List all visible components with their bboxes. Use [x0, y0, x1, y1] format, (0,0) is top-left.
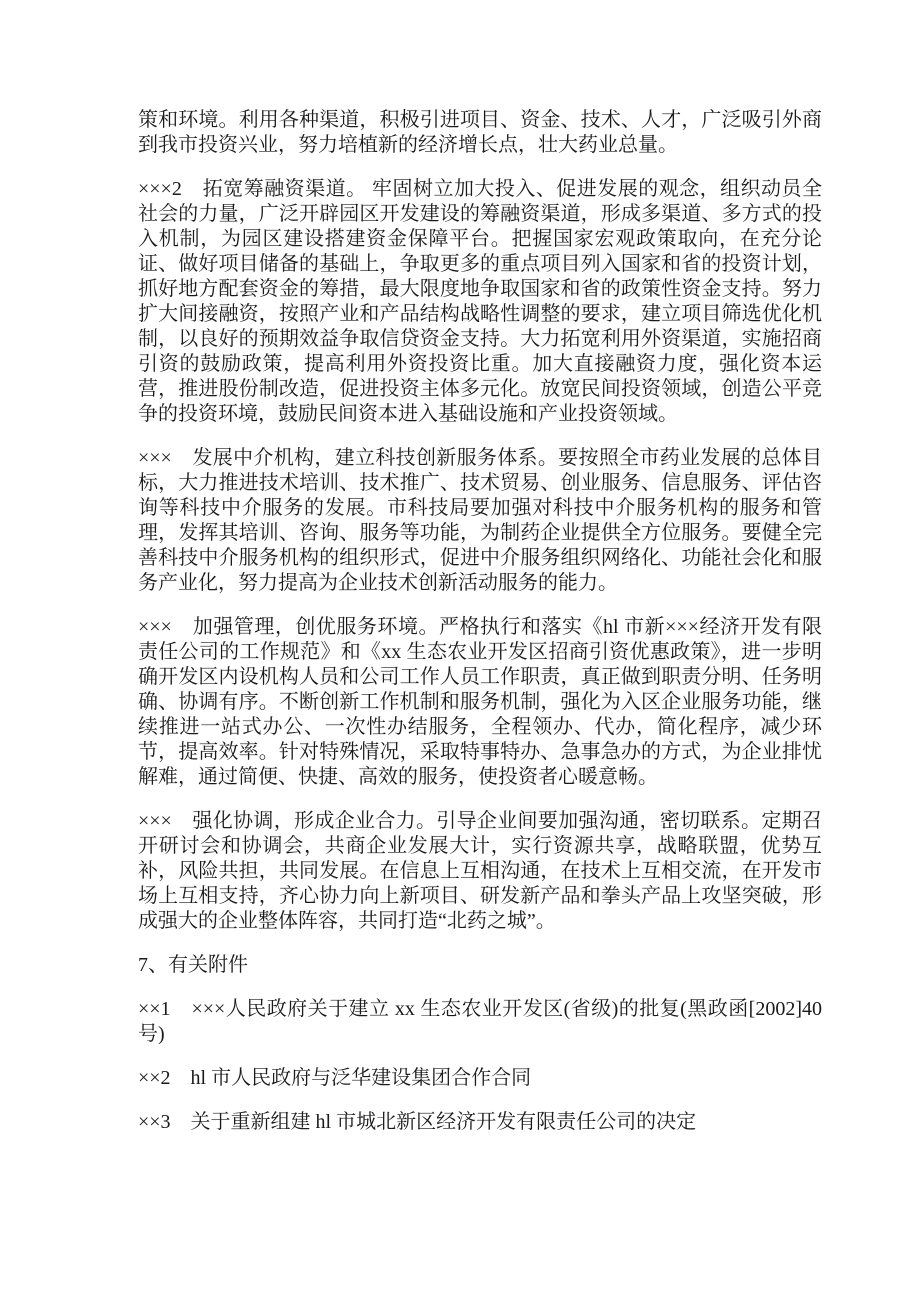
attachment-item-2: ××2 hl 市人民政府与泛华建设集团合作合同	[138, 1067, 532, 1089]
paragraph-coordination: ××× 强化协调，形成企业合力。引导企业间要加强沟通，密切联系。定期召开研讨会和协调会，共商企业发展大计，实行资源共享，战略联盟，优势互补，风险共担，共同发展。在信息上互相沟通，在技术上互相交流，在开发市场上互相支持，齐心协力向上新项目、研发新产品和拳头产品上攻坚突破，形成强大的企业整体阵容，共同打造“北药之城”。	[138, 810, 822, 932]
document-text-block	[138, 108, 822, 1135]
paragraph-continuation: 策和环境。利用各种渠道，积极引进项目、资金、技术、人才，广泛吸引外商到我市投资兴业，努力培植新的经济增长点，壮大药业总量。	[138, 109, 822, 156]
attachment-item-3: ××3 关于重新组建 hl 市城北新区经济开发有限责任公司的决定	[138, 1111, 697, 1133]
paragraph-intermediary-services: ××× 发展中介机构，建立科技创新服务体系。要按照全市药业发展的总体目标，大力推进技术培训、技术推广、技术贸易、创业服务、信息服务、评估咨询等科技中介服务的发展。市科技局要加强对科技中介服务机构的服务和管理，发挥其培训、咨询、服务等功能，为制药企业提供全方位服务。要健全完善科技中介服务机构的组织形式，促进中介服务组织网络化、功能社会化和服务产业化，努力提高为企业技术创新活动服务的能力。	[138, 447, 822, 594]
paragraph-management-service-environment: ××× 加强管理，创优服务环境。严格执行和落实《hl 市新×××经济开发有限责任公司的工作规范》和《xx 生态农业开发区招商引资优惠政策》，进一步明确开发区内设机构人员和公司工作人员工作职责，真正做到职责分明、任务明确、协调有序。不断创新工作机制和服务机制，强化为入区企业服务功能，继续推进一站式办公、一次性办结服务，全程领办、代办，简化程序，减少环节，提高效率。针对特殊情况，采取特事特办、急事急办的方式，为企业排忧解难，通过简便、快捷、高效的服务，使投资者心暖意畅。	[138, 616, 822, 788]
paragraph-financing-channels: ×××2 拓宽筹融资渠道。 牢固树立加大投入、促进发展的观念，组织动员全社会的力量，广泛开辟园区开发建设的筹融资渠道，形成多渠道、多方式的投入机制，为园区建设搭建资金保障平台。把握国家宏观政策取向，在充分论证、做好项目储备的基础上，争取更多的重点项目列入国家和省的投资计划，抓好地方配套资金的筹措，最大限度地争取国家和省的政策性资金支持。努力扩大间接融资，按照产业和产品结构战略性调整的要求，建立项目筛选优化机制，以良好的预期效益争取信贷资金支持。大力拓宽利用外资渠道，实施招商引资的鼓励政策，提高利用外资投资比重。加大直接融资力度，强化资本运营，推进股份制改造，促进投资主体多元化。放宽民间投资领域，创造公平竞争的投资环境，鼓励民间资本进入基础设施和产业投资领域。	[138, 178, 822, 425]
attachment-item-1: ××1 ×××人民政府关于建立 xx 生态农业开发区(省级)的批复(黑政函[2002]40 号)	[138, 998, 822, 1045]
heading-attachments: 7、有关附件	[138, 954, 248, 976]
